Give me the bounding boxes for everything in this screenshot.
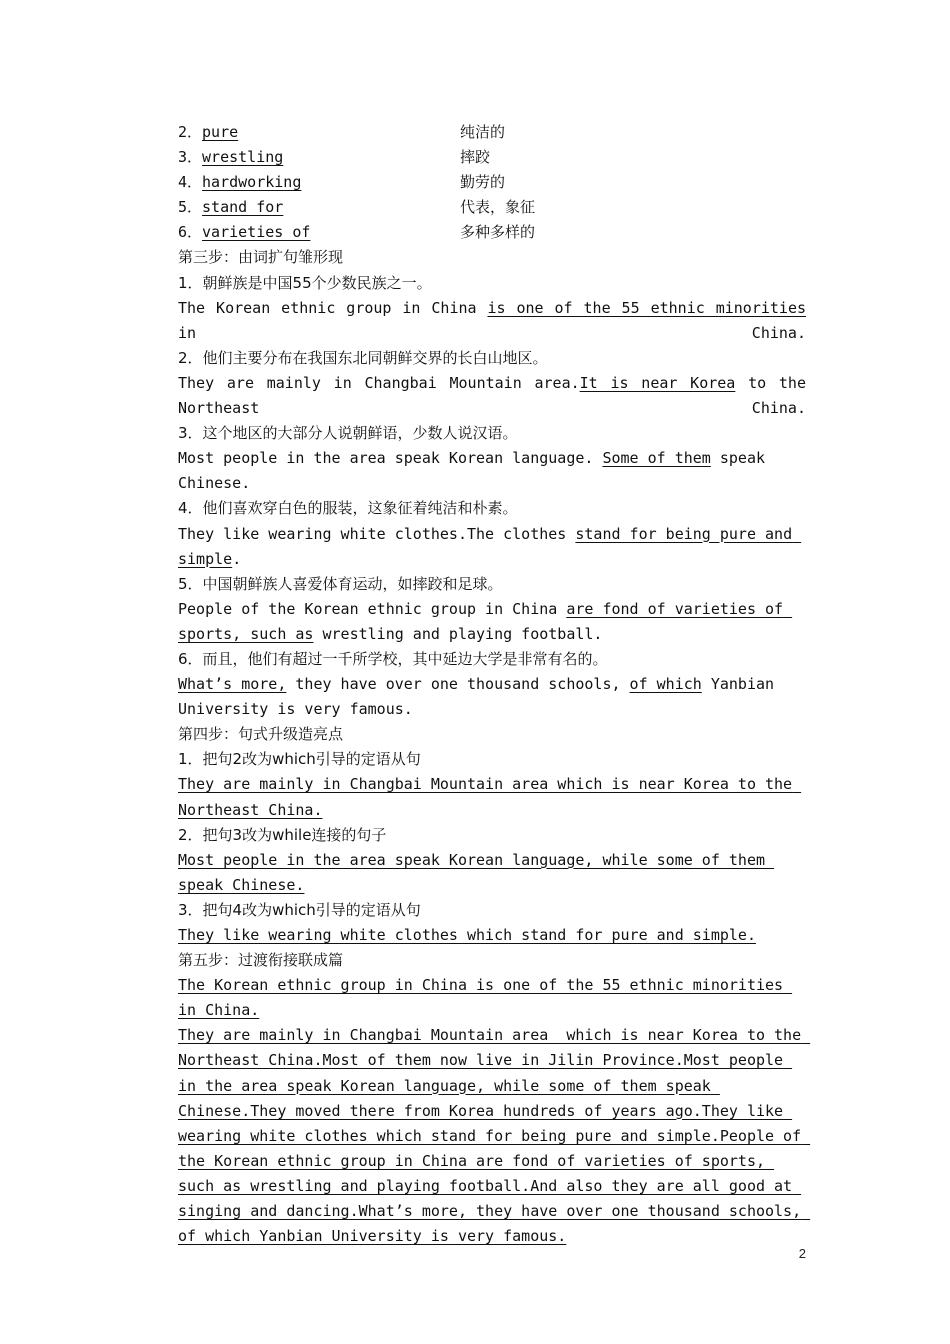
prompt-cn: 1．把句2改为which引导的定语从句 [178,750,421,769]
prompt-cn: 3．这个地区的大部分人说朝鲜语，少数人说汉语。 [178,424,518,443]
prompt-cn: 2．把句3改为while连接的句子 [178,825,387,844]
vocab-answer: pure [202,123,239,141]
step-heading: 第四步：句式升级造亮点 [178,725,344,744]
vocab-row: 3．wrestling 摔跤 [144,145,806,170]
answer-en: What’s more, they have over one thousand schools, of which Yanbian University is very famous. [178,675,784,719]
answer-en: They are mainly in Changbai Mountain area which is near Korea to the Northeast China. [178,775,802,819]
vocab-row: 4．hardworking 勤劳的 [144,170,806,195]
prompt-cn: 2．他们主要分布在我国东北同朝鲜交界的长白山地区。 [178,348,548,367]
prompt-cn: 4．他们喜欢穿白色的服装，这象征着纯洁和朴素。 [178,499,518,518]
vocab-meaning: 摔跤 [460,148,491,167]
vocab-meaning: 勤劳的 [460,173,506,192]
vocab-meaning: 纯洁的 [460,123,506,141]
vocab-answer: stand for [202,198,284,217]
answer-en: They are mainly in Changbai Mountain area.It is near Korea to the Northeast China. [178,373,816,418]
answer-en: People of the Korean ethnic group in China are fond of varieties of sports, such as wrestling and playing football. [178,599,793,643]
step-heading: 第三步：由词扩句雏形现 [178,248,344,267]
page-number: 2 [798,1246,806,1261]
essay-paragraph: The Korean ethnic group in China is one of the 55 ethnic minorities in China. [178,976,793,1020]
answer-en: They like wearing white clothes which stand for pure and simple. [178,926,756,944]
vocab-meaning: 代表，象征 [460,198,536,217]
prompt-cn: 1．朝鲜族是中国55个少数民族之一。 [178,273,432,292]
prompt-cn: 3．把句4改为which引导的定语从句 [178,900,421,919]
essay-paragraph: They are mainly in Changbai Mountain area which is near Korea to the Northeast China.Most of them now live in Jilin Province.Most people in the area speak Korean language, while some of them speak Chinese.They moved there from Korea hundreds of years ago.They like wearing white clothes which stand for being pure and simple.People of the Korean ethnic group in China are fond of varieties of sports, such as wrestling and playing football.And also they are all good at singing and dancing.What’s more, they have over one thousand schools, of which Yanbian University is very famous. [178,1026,811,1246]
prompt-cn: 6．而且，他们有超过一千所学校，其中延边大学是非常有名的。 [178,649,608,668]
step-heading: 第五步：过渡衔接联成篇 [178,951,344,970]
vocab-meaning: 多种多样的 [460,223,536,242]
vocab-row: 5．stand for 代表，象征 [144,195,806,220]
vocab-row: 2．pure 纯洁的 [144,120,806,145]
answer-en: Most people in the area speak Korean language, while some of them speak Chinese. [178,850,775,894]
vocab-answer: hardworking [202,173,302,192]
answer-en: Most people in the area speak Korean language. Some of them speak Chinese. [178,449,775,493]
answer-en: The Korean ethnic group in China is one of the 55 ethnic minorities in China. [178,298,816,342]
vocab-answer: varieties of [202,223,311,242]
vocab-answer: wrestling [202,148,284,167]
prompt-cn: 5．中国朝鲜族人喜爱体育运动，如摔跤和足球。 [178,574,503,593]
document-body [144,120,816,1249]
vocab-row: 6．varieties of 多种多样的 [144,220,806,245]
answer-en: They like wearing white clothes.The clothes stand for being pure and simple. [178,524,802,568]
